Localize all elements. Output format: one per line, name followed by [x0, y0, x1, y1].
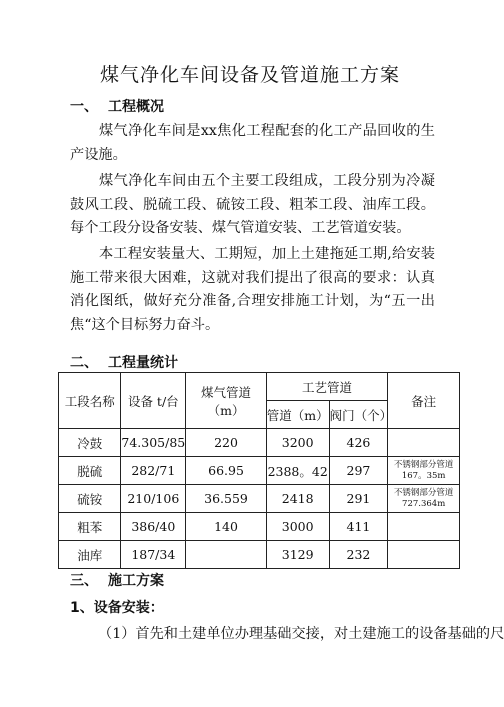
cell-gas-pipe: 140	[186, 513, 267, 541]
section-number: 一、	[70, 99, 98, 115]
table-row	[59, 485, 460, 513]
cell-name: 油库	[59, 541, 121, 569]
section-title: 施工方案	[108, 573, 164, 589]
cell-equipment: 187/34	[121, 541, 186, 569]
cell-equipment: 282/71	[121, 457, 186, 485]
cell-pipe: 3129	[266, 541, 329, 569]
cell-equipment: 74.305/85	[121, 429, 186, 457]
cell-name: 冷鼓	[59, 429, 121, 457]
header-pipe: 管道（m）	[266, 401, 329, 429]
cell-gas-pipe: 220	[186, 429, 267, 457]
table-row	[59, 541, 460, 569]
cell-pipe: 3000	[266, 513, 329, 541]
cell-valve: 297	[329, 457, 388, 485]
cell-gas-pipe: 36.559	[186, 485, 267, 513]
table-row	[59, 513, 460, 541]
cell-valve: 411	[329, 513, 388, 541]
subheading-equipment-install: 1、设备安装：	[70, 600, 164, 616]
page-title: 煤气净化车间设备及管道施工方案	[99, 64, 400, 86]
header-valve: 阀门（个）	[329, 401, 388, 429]
cell-remark: 不锈钢部分管道727.364m	[388, 485, 460, 513]
cell-name: 硫铵	[59, 485, 121, 513]
cell-remark: 不锈钢部分管道167。35m	[388, 457, 460, 485]
cell-remark	[388, 429, 460, 457]
cell-valve: 291	[329, 485, 388, 513]
section-number: 三、	[70, 573, 98, 589]
cell-gas-pipe	[186, 541, 267, 569]
section-number: 二、	[70, 355, 98, 371]
cell-pipe: 3200	[266, 429, 329, 457]
section-title: 工程概况	[108, 99, 164, 115]
paragraph-sections: 煤气净化车间由五个主要工段组成，工段分别为冷凝鼓风工段、脱硫工段、硫铵工段、粗苯工段、油库工段。每个工段分设备安装、煤气管道安装、工艺管道安装。	[70, 173, 435, 236]
table-row	[59, 429, 460, 457]
cell-gas-pipe: 66.95	[186, 457, 267, 485]
cell-remark	[388, 513, 460, 541]
header-equipment: 设备 t/台	[121, 373, 186, 429]
cell-pipe: 2418	[266, 485, 329, 513]
header-process-pipe: 工艺管道	[266, 373, 388, 401]
cell-name: 脱硫	[59, 457, 121, 485]
paragraph-intro: 煤气净化车间是xx焦化工程配套的化工产品回收的生产设施。	[70, 123, 435, 163]
cell-equipment: 210/106	[121, 485, 186, 513]
paragraph-requirements: 本工程安装量大、工期短，加上土建拖延工期,给安装施工带来很大困难，这就对我们提出了很高的要求：认真消化图纸，做好充分准备,合理安排施工计划，为“五一出焦“这个目标努力奋斗。	[70, 246, 435, 333]
header-remark: 备注	[388, 373, 460, 429]
cell-valve: 426	[329, 429, 388, 457]
header-section-name: 工段名称	[59, 373, 121, 429]
cell-remark	[388, 541, 460, 569]
section-heading-overview	[70, 96, 164, 116]
quantity-table	[58, 372, 460, 569]
header-gas-pipe: 煤气管道（m）	[186, 373, 267, 429]
section-heading-plan	[70, 570, 164, 590]
section-title: 工程量统计	[108, 355, 178, 371]
cell-name: 粗苯	[59, 513, 121, 541]
step-paragraph: （1）首先和土建单位办理基础交接，对土建施工的设备基础的尺	[98, 626, 504, 642]
table-row	[59, 457, 460, 485]
cell-pipe: 2388。42	[266, 457, 329, 485]
cell-equipment: 386/40	[121, 513, 186, 541]
section-heading-statistics	[70, 352, 178, 372]
cell-valve: 232	[329, 541, 388, 569]
